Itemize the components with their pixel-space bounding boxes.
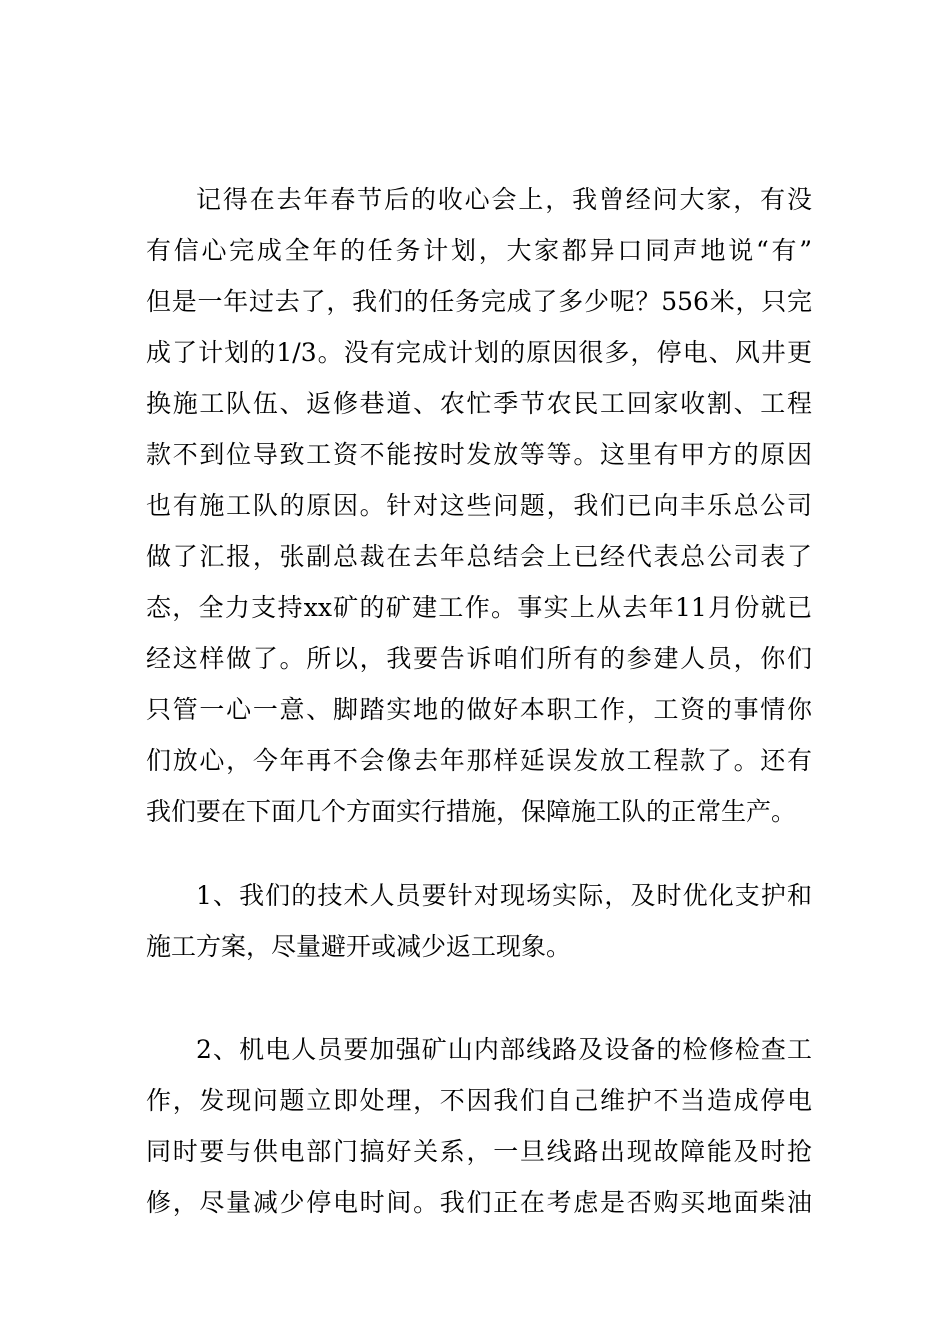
paragraph-line: 1、我们的技术人员要针对现场实际，及时优化支护和 [196, 881, 812, 910]
paragraph-line: 我们要在下面几个方面实行措施，保障施工队的正常生产。 [146, 797, 797, 826]
paragraph-line: 作，发现问题立即处理，不因我们自己维护不当造成停电 [146, 1086, 812, 1115]
paragraph-3 [146, 1024, 812, 1228]
paragraph-line: 款不到位导致工资不能按时发放等等。这里有甲方的原因 [146, 440, 812, 469]
paragraph-line: 经这样做了。所以，我要告诉咱们所有的参建人员，你们 [146, 644, 812, 673]
paragraph-line: 换施工队伍、返修巷道、农忙季节农民工回家收割、工程 [146, 389, 812, 418]
paragraph-line: 只管一心一意、脚踏实地的做好本职工作，工资的事情你 [146, 695, 812, 724]
paragraph-line: 修，尽量减少停电时间。我们正在考虑是否购买地面柴油 [146, 1188, 812, 1217]
paragraph-2 [146, 870, 812, 972]
paragraph-line: 成了计划的1/3。没有完成计划的原因很多，停电、风井更 [146, 338, 812, 367]
paragraph-line: 也有施工队的原因。针对这些问题，我们已向丰乐总公司 [146, 491, 812, 520]
paragraph-line: 2、机电人员要加强矿山内部线路及设备的检修检查工 [196, 1035, 812, 1064]
paragraph-line: 做了汇报，张副总裁在去年总结会上已经代表总公司表了 [146, 542, 812, 571]
paragraph-line: 态，全力支持xx矿的矿建工作。事实上从去年11月份就已 [146, 593, 812, 622]
paragraph-line: 但是一年过去了，我们的任务完成了多少呢？556米，只完 [146, 287, 812, 316]
paragraph-line: 有信心完成全年的任务计划，大家都异口同声地说“有” [146, 236, 812, 265]
paragraph-line: 们放心，今年再不会像去年那样延误发放工程款了。还有 [146, 746, 812, 775]
paragraph-line: 同时要与供电部门搞好关系，一旦线路出现故障能及时抢 [146, 1137, 812, 1166]
paragraph-1 [146, 174, 812, 837]
paragraph-line: 施工方案，尽量避开或减少返工现象。 [146, 932, 572, 961]
paragraph-line: 记得在去年春节后的收心会上，我曾经问大家，有没 [196, 185, 812, 214]
